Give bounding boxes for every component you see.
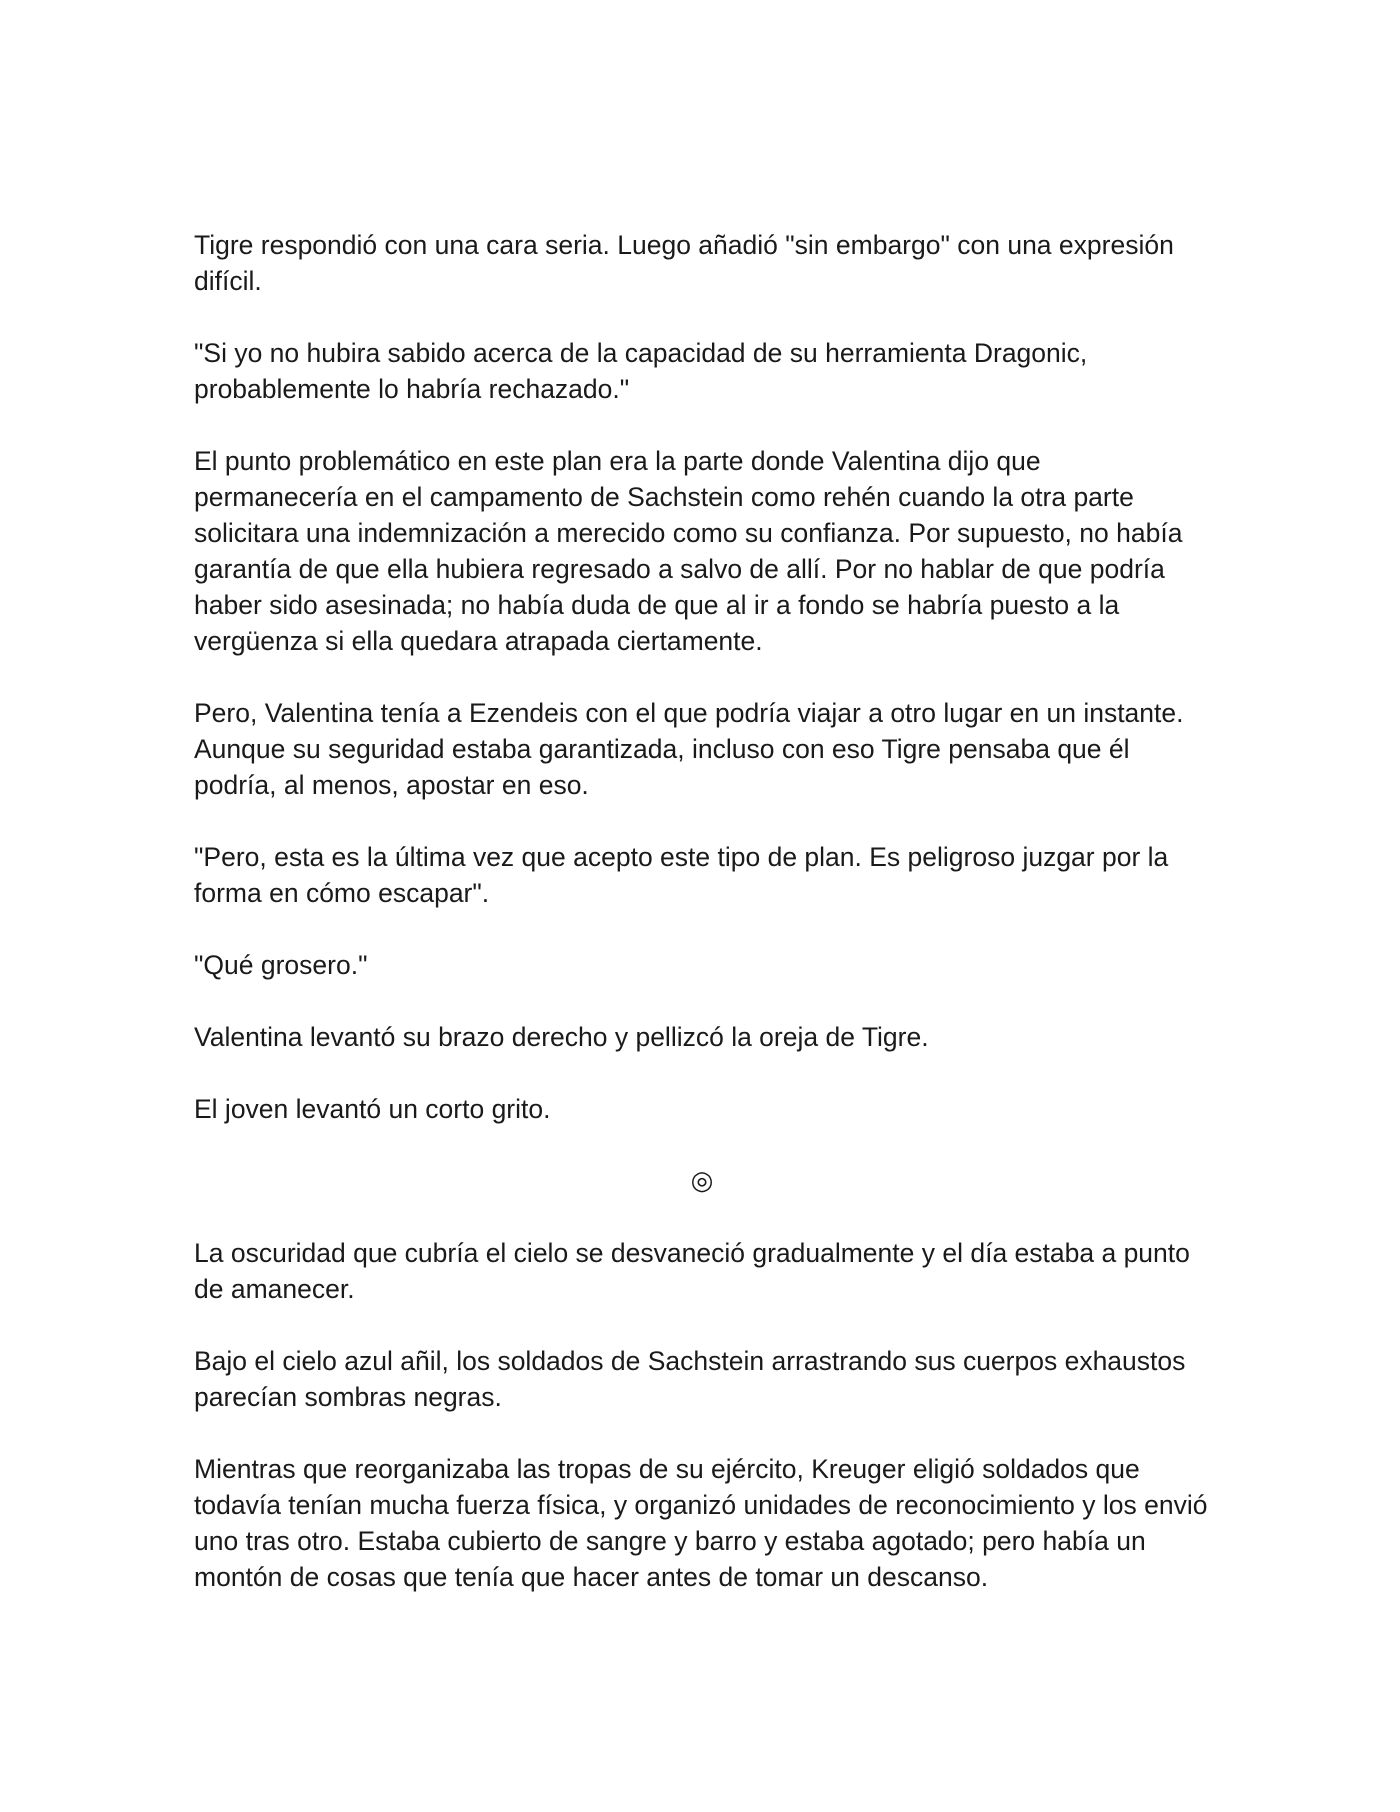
paragraph: El punto problemático en este plan era la parte donde Valentina dijo que permanecería en el campamento de Sachstein como rehén cuando la otra parte solicitara una indemnización a merecido como su confianza. Por supuesto, no había garantía de que ella hubiera regresado a salvo de allí. Por no hablar de que podría haber sido asesinada; no había duda de que al ir a fondo se habría puesto a la vergüenza si ella quedara atrapada ciertamente.: [194, 446, 1183, 656]
paragraph: Tigre respondió con una cara seria. Luego añadió "sin embargo" con una expresión difícil.: [194, 230, 1174, 296]
paragraph: Pero, Valentina tenía a Ezendeis con el que podría viajar a otro lugar en un instante. Aunque su seguridad estaba garantizada, incluso con eso Tigre pensaba que él podría, al menos, apostar en eso.: [194, 698, 1184, 800]
paragraph: "Pero, esta es la última vez que acepto este tipo de plan. Es peligroso juzgar por la forma en cómo escapar".: [194, 842, 1169, 908]
paragraph: Bajo el cielo azul añil, los soldados de Sachstein arrastrando sus cuerpos exhaustos parecían sombras negras.: [194, 1346, 1186, 1412]
paragraph: Mientras que reorganizaba las tropas de su ejército, Kreuger eligió soldados que todavía tenían mucha fuerza física, y organizó unidades de reconocimiento y los envió uno tras otro. Estaba cubierto de sangre y barro y estaba agotado; pero había un montón de cosas que tenía que hacer antes de tomar un descanso.: [194, 1454, 1208, 1592]
paragraph: La oscuridad que cubría el cielo se desvaneció gradualmente y el día estaba a punto de amanecer.: [194, 1238, 1190, 1304]
paragraph: El joven levantó un corto grito.: [194, 1094, 551, 1124]
paragraph: "Qué grosero.": [194, 950, 368, 980]
paragraph: "Si yo no hubira sabido acerca de la capacidad de su herramienta Dragonic, probablemente lo habría rechazado.": [194, 338, 1088, 404]
document-body: [194, 227, 1210, 1595]
paragraph: Valentina levantó su brazo derecho y pellizcó la oreja de Tigre.: [194, 1022, 929, 1052]
scene-break-separator: ◎: [690, 1166, 714, 1196]
